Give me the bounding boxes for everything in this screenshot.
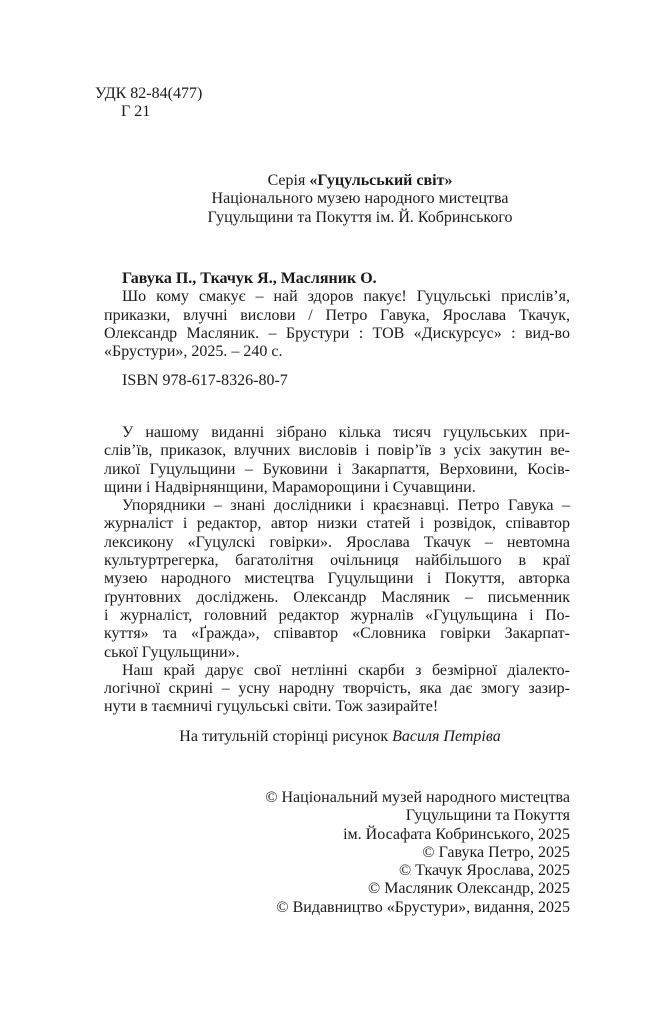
copyright-line: © Видавництво «Брустури», видання, 2025 [276, 898, 570, 916]
annotation-line: Наш край дарує свої нетлінні скарби з безмірної діалекто- [122, 661, 570, 679]
authors: Гавука П., Ткачук Я., Масляник О. [122, 270, 377, 287]
illustration-text: На титульній сторінці рисунок [179, 728, 393, 745]
annotation-line: щини і Надвірнянщини, Мараморощини і Сучавщини. [104, 478, 476, 496]
author-index: Г 21 [121, 103, 151, 121]
series-line: Гуцульщини та Покуття ім. Й. Кобринського [207, 208, 513, 226]
copyright-line: © Гавука Петро, 2025 [422, 843, 570, 861]
annotation-line: і журналіст, головний редактор журналів «Гуцульщина і По- [104, 606, 570, 624]
bibliographic-record [104, 270, 570, 391]
annotation-line: ликої Гуцульщини – Буковини і Закарпаття, Верховини, Косів- [104, 460, 570, 478]
annotation-line: У нашому виданні зібрано кілька тисяч гуцульських при- [122, 424, 570, 441]
isbn: ISBN 978-617-8326-80-7 [122, 372, 288, 390]
annotation-line: ської Гуцульщини». [104, 643, 240, 661]
record-line: приказки, влучні вислови / Петро Гавука, Ярослава Ткачук, [104, 306, 570, 324]
annotation-line: логічної скрині – усну народну творчість, яка дає змогу зазир- [104, 680, 570, 698]
annotation-line: лексикону «Гуцулскі говірки». Ярослава Ткачук – невтомна [104, 533, 570, 551]
record-line: Олександр Масляник. – Брустури : ТОВ «Дискурсус» : вид-во [104, 324, 570, 342]
record-line: Шо кому смакує – най здоров пакує! Гуцульські прислів’я, [122, 288, 570, 306]
annotation-line: журналіст і редактор, автор низки статей і розвідок, співавтор [104, 515, 570, 533]
series-block [150, 172, 570, 227]
illustration-credit [120, 728, 560, 746]
copyright-block [150, 789, 570, 917]
series-line: Національного музею народного мистецтва [211, 190, 509, 208]
copyright-line: ім. Йосафата Кобринського, 2025 [343, 825, 570, 843]
annotation-line: куття» та «Ґражда», співавтор «Словника говірки Закарпат- [104, 625, 570, 643]
annotation [104, 424, 570, 717]
annotation-line: нути в таємничі гуцульські світи. Тож зазирайте! [104, 698, 439, 716]
udk-block [95, 85, 561, 122]
annotation-line: ґрунтовних досліджень. Олександр Масляник – письменник [104, 588, 570, 606]
illustration-artist: Василя Петріва [392, 728, 501, 745]
annotation-line: Упорядники – знані дослідники і краєзнавці. Петро Гавука – [122, 497, 570, 515]
series-prefix: Серія [267, 172, 310, 189]
series-title: «Гуцульський світ» [309, 172, 453, 189]
annotation-line: культуртрегерка, багатолітня очільниця найбільшого в краї [104, 552, 570, 570]
copyright-line: © Національний музей народного мистецтва [265, 789, 570, 806]
annotation-line: слів’їв, приказок, влучних висловів і повір’їв з усіх закутин ве- [104, 442, 570, 460]
udk-code: УДК 82-84(477) [95, 85, 203, 102]
record-line: «Брустури», 2025. – 240 с. [104, 343, 283, 361]
copyright-line: © Масляник Олександр, 2025 [368, 880, 570, 898]
annotation-line: музею народного мистецтва Гуцульщини і Покуття, авторка [104, 570, 570, 588]
copyright-line: © Ткачук Ярослава, 2025 [398, 862, 570, 880]
copyright-line: Гуцульщини та Покуття [405, 807, 570, 825]
